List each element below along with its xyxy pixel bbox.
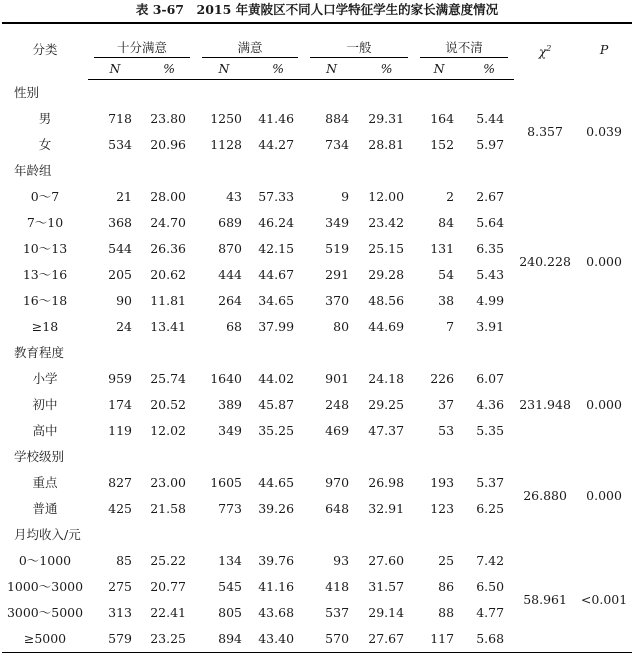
chi-square-value: 231.948 [519, 397, 571, 412]
percent-cell: 46.24 [258, 215, 295, 230]
percent-cell: 48.56 [368, 293, 405, 308]
row-label: 7～10 [26, 215, 64, 230]
percent-cell: 47.37 [368, 423, 405, 438]
row-label: 13～16 [22, 267, 68, 282]
count-cell: 205 [108, 267, 132, 282]
p-value-header: P [599, 42, 609, 58]
count-cell: 86 [438, 579, 455, 594]
percent-cell: 41.46 [258, 111, 295, 126]
percent-cell: 4.99 [476, 293, 505, 308]
count-cell: 119 [108, 423, 132, 438]
percent-cell: 20.77 [150, 579, 187, 594]
percent-cell: 12.00 [368, 189, 405, 204]
section-row [2, 80, 632, 107]
percent-cell: 29.14 [368, 605, 405, 620]
percent-cell: 3.91 [476, 319, 505, 334]
percent-cell: 11.81 [150, 293, 187, 308]
percent-cell: 41.16 [258, 579, 295, 594]
count-cell: 90 [116, 293, 132, 308]
p-value: 0.000 [586, 488, 622, 503]
row-label: 0～7 [30, 189, 60, 204]
count-cell: 53 [438, 423, 455, 438]
count-cell: 469 [325, 423, 350, 438]
percent-cell: 6.35 [476, 241, 505, 256]
section-row [2, 522, 632, 548]
count-cell: 264 [218, 293, 243, 308]
section-row [2, 340, 632, 366]
count-cell: 1640 [210, 371, 243, 386]
count-cell: 884 [325, 111, 350, 126]
count-cell: 313 [108, 605, 132, 620]
percent-cell: 29.31 [368, 111, 405, 126]
p-value: <0.001 [576, 522, 632, 653]
p-value: 0.000 [586, 254, 622, 269]
count-cell: 80 [333, 319, 350, 334]
group-header: 说不清 [414, 23, 514, 58]
percent-cell: 24.70 [150, 215, 187, 230]
percent-cell: 26.98 [368, 475, 405, 490]
percent-cell: 28.81 [368, 137, 405, 152]
count-cell: 901 [325, 371, 350, 386]
count-cell: 827 [108, 475, 132, 490]
count-cell: 68 [226, 319, 243, 334]
count-cell: 275 [108, 579, 132, 594]
pct-header: % [252, 58, 304, 80]
percent-cell: 35.25 [258, 423, 295, 438]
percent-cell: 22.41 [150, 605, 187, 620]
count-cell: 870 [218, 241, 243, 256]
count-cell: 773 [218, 501, 243, 516]
count-cell: 368 [108, 215, 132, 230]
chi-square-value: 8.357 [527, 123, 563, 139]
count-cell: 85 [116, 553, 132, 568]
percent-cell: 29.28 [368, 267, 405, 282]
percent-cell: 12.02 [150, 423, 187, 438]
satisfaction-table [2, 23, 632, 653]
p-value: 0.000 [586, 397, 622, 412]
count-cell: 545 [218, 579, 243, 594]
row-label: 1000～3000 [6, 579, 84, 594]
percent-cell: 25.15 [368, 241, 405, 256]
row-label: 10～13 [22, 241, 68, 256]
count-cell: 349 [325, 215, 350, 230]
row-label: 男 [38, 111, 52, 126]
count-cell: 123 [430, 501, 455, 516]
count-cell: 248 [325, 397, 350, 412]
percent-cell: 25.22 [150, 553, 187, 568]
percent-cell: 23.25 [142, 626, 196, 653]
count-cell: 88 [438, 605, 455, 620]
percent-cell: 43.40 [252, 626, 304, 653]
percent-cell: 21.58 [150, 501, 187, 516]
percent-cell: 20.62 [150, 267, 187, 282]
count-cell: 805 [218, 605, 243, 620]
count-cell: 193 [430, 475, 455, 490]
percent-cell: 24.18 [368, 371, 405, 386]
count-cell: 54 [438, 267, 455, 282]
row-label: 小学 [32, 371, 58, 386]
count-cell: 444 [218, 267, 243, 282]
row-label: 16～18 [22, 293, 68, 308]
count-cell: 1250 [210, 111, 243, 126]
count-cell: 37 [438, 397, 455, 412]
category-header: 分类 [32, 42, 58, 58]
count-cell: 648 [325, 501, 350, 516]
pct-header: % [142, 58, 196, 80]
percent-cell: 20.96 [150, 137, 187, 152]
percent-cell: 4.77 [476, 605, 505, 620]
chi-square-value: 58.961 [514, 522, 576, 653]
percent-cell: 20.52 [150, 397, 187, 412]
percent-cell: 23.42 [368, 215, 405, 230]
percent-cell: 39.26 [258, 501, 295, 516]
row-label: 3000～5000 [6, 605, 84, 620]
count-cell: 84 [438, 215, 455, 230]
count-cell: 164 [430, 111, 455, 126]
percent-cell: 5.37 [476, 475, 505, 490]
count-cell: 174 [108, 397, 132, 412]
count-cell: 389 [218, 397, 243, 412]
count-cell: 718 [108, 111, 132, 126]
percent-cell: 26.36 [150, 241, 187, 256]
table-body [2, 80, 632, 653]
percent-cell: 5.43 [476, 267, 505, 282]
percent-cell: 23.00 [150, 475, 187, 490]
count-cell: 93 [333, 553, 350, 568]
group-header: 十分满意 [88, 23, 196, 58]
section-label: 性别 [14, 84, 40, 100]
count-cell: 1605 [210, 475, 243, 490]
count-cell: 2 [446, 189, 455, 204]
percent-cell: 44.67 [258, 267, 295, 282]
header-row-groups [2, 23, 632, 58]
percent-cell: 5.64 [476, 215, 505, 230]
count-cell: 425 [108, 501, 132, 516]
section-label: 学校级别 [14, 449, 65, 464]
percent-cell: 44.02 [258, 371, 295, 386]
count-cell: 689 [218, 215, 243, 230]
count-cell: 134 [218, 553, 243, 568]
percent-cell: 44.69 [368, 319, 405, 334]
row-label: 初中 [32, 397, 58, 412]
table-title: 表 3-67 2015 年黄陂区不同人口学特征学生的家长满意度情况 [135, 2, 499, 17]
count-cell: 226 [430, 371, 455, 386]
count-cell: 24 [116, 319, 132, 334]
count-cell: 579 [88, 626, 142, 653]
percent-cell: 6.07 [476, 371, 505, 386]
count-cell: 537 [325, 605, 350, 620]
count-cell: 349 [218, 423, 243, 438]
percent-cell: 42.15 [258, 241, 295, 256]
count-cell: 734 [325, 137, 350, 152]
percent-cell: 28.00 [150, 189, 187, 204]
count-cell: 418 [325, 579, 350, 594]
percent-cell: 44.27 [258, 137, 295, 152]
count-cell: 291 [325, 267, 350, 282]
percent-cell: 43.68 [258, 605, 295, 620]
count-cell: 1128 [210, 137, 243, 152]
group-header: 满意 [196, 23, 304, 58]
percent-cell: 13.41 [150, 319, 187, 334]
percent-cell: 29.25 [368, 397, 405, 412]
row-label: 高中 [32, 423, 58, 438]
row-label: 女 [38, 137, 52, 152]
n-header: N [414, 58, 464, 80]
count-cell: 970 [325, 475, 350, 490]
percent-cell: 32.91 [368, 501, 405, 516]
percent-cell: 2.67 [476, 189, 505, 204]
count-cell: 117 [414, 626, 464, 653]
n-header: N [304, 58, 359, 80]
pct-header: % [359, 58, 414, 80]
percent-cell: 25.74 [150, 371, 187, 386]
count-cell: 25 [438, 553, 455, 568]
count-cell: 131 [430, 241, 455, 256]
n-header: N [88, 58, 142, 80]
percent-cell: 27.67 [359, 626, 414, 653]
row-label: 重点 [32, 475, 58, 490]
group-header: 一般 [304, 23, 414, 58]
section-row [2, 158, 632, 184]
count-cell: 38 [438, 293, 455, 308]
count-cell: 7 [446, 319, 455, 334]
section-row [2, 444, 632, 470]
percent-cell: 44.65 [258, 475, 295, 490]
percent-cell: 57.33 [258, 189, 295, 204]
section-label: 教育程度 [14, 345, 65, 360]
percent-cell: 7.42 [476, 553, 505, 568]
row-label: ≥5000 [2, 626, 88, 653]
percent-cell: 31.57 [368, 579, 405, 594]
p-value: 0.039 [586, 123, 622, 139]
count-cell: 21 [116, 189, 132, 204]
row-label: ≥18 [31, 319, 59, 334]
percent-cell: 5.44 [476, 111, 505, 126]
row-label: 0～1000 [18, 553, 72, 568]
percent-cell: 39.76 [258, 553, 295, 568]
chi-square-header: $\chi^2$ [538, 43, 552, 59]
percent-cell: 5.35 [476, 423, 505, 438]
section-label: 年龄组 [14, 163, 52, 178]
percent-cell: 5.97 [476, 137, 505, 152]
percent-cell: 45.87 [258, 397, 295, 412]
count-cell: 152 [430, 137, 455, 152]
count-cell: 959 [108, 371, 132, 386]
n-header: N [196, 58, 252, 80]
pct-header: % [464, 58, 514, 80]
section-label: 月均收入/元 [14, 527, 81, 542]
row-label: 普通 [32, 501, 58, 516]
percent-cell: 27.60 [368, 553, 405, 568]
chi-square-value: 240.228 [519, 254, 571, 269]
count-cell: 544 [108, 241, 132, 256]
percent-cell: 6.25 [476, 501, 505, 516]
count-cell: 9 [341, 189, 350, 204]
count-cell: 534 [108, 137, 132, 152]
count-cell: 43 [226, 189, 243, 204]
percent-cell: 34.65 [258, 293, 295, 308]
percent-cell: 5.68 [464, 626, 514, 653]
count-cell: 894 [196, 626, 252, 653]
chi-square-value: 26.880 [523, 488, 567, 503]
percent-cell: 23.80 [150, 111, 187, 126]
percent-cell: 37.99 [258, 319, 295, 334]
percent-cell: 4.36 [476, 397, 505, 412]
count-cell: 570 [304, 626, 359, 653]
percent-cell: 6.50 [476, 579, 505, 594]
count-cell: 370 [325, 293, 350, 308]
count-cell: 519 [325, 241, 350, 256]
